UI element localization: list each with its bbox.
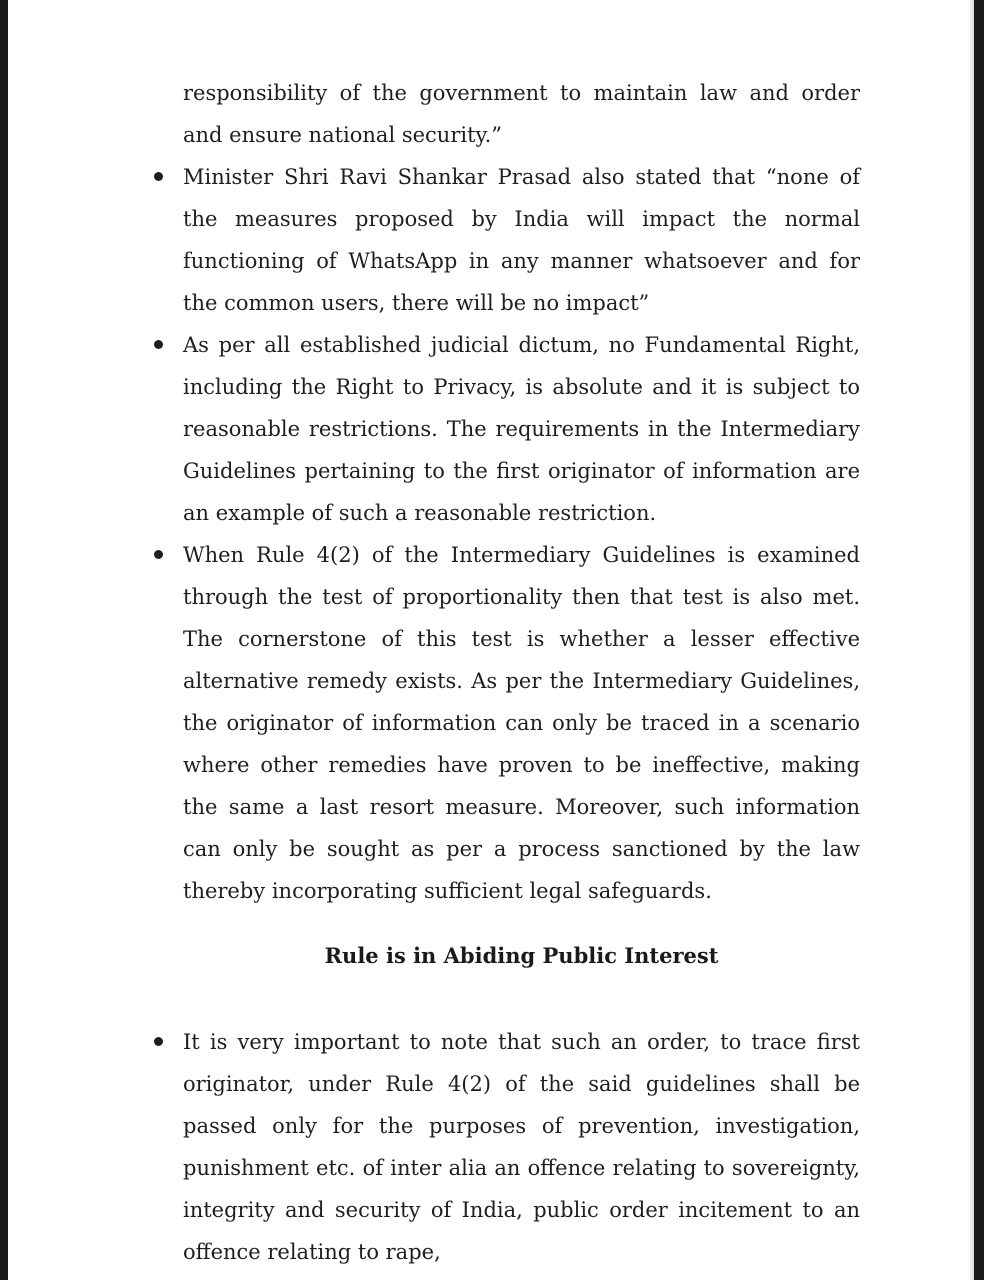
list-item-text: As per all established judicial dictum, no Fundamental Right, including the Right to Privacy, is absolute and it is subject to reasonable restrictions. The requirements in the Intermediary Guidelines pertaining to the first originator of information are an example of such a reasonable restriction. (183, 333, 860, 525)
list-item (183, 534, 860, 912)
document-page (183, 72, 860, 1273)
section-heading: Rule is in Abiding Public Interest (324, 943, 719, 968)
scan-edge-left (0, 0, 8, 1280)
bullet-list-first (183, 156, 860, 912)
list-item (183, 1021, 860, 1273)
list-item-text: Minister Shri Ravi Shankar Prasad also stated that “none of the measures proposed by India will impact the normal functioning of WhatsApp in any manner whatsoever and for the common users, there will be no impact” (183, 165, 860, 315)
bullet-icon (154, 1037, 163, 1046)
scan-edge-right (974, 0, 984, 1280)
list-item (183, 324, 860, 534)
bullet-icon (154, 172, 163, 181)
list-item-text: When Rule 4(2) of the Intermediary Guidelines is examined through the test of proportionality then that test is also met. The cornerstone of this test is whether a lesser effective alternative remedy exists. As per the Intermediary Guidelines, the originator of information can only be traced in a scenario where other remedies have proven to be ineffective, making the same a last resort measure. Moreover, such information can only be sought as per a process sanctioned by the law thereby incorporating sufficient legal safeguards. (183, 543, 860, 903)
list-item-text: It is very important to note that such an order, to trace first originator, under Rule 4(2) of the said guidelines shall be passed only for the purposes of prevention, investigation, punishment etc. of inter alia an offence relating to sovereignty, integrity and security of India, public order incitement to an offence relating to rape, (183, 1030, 860, 1264)
bullet-icon (154, 550, 163, 559)
list-item (183, 156, 860, 324)
intro-paragraph: responsibility of the government to maintain law and order and ensure national security.” (183, 81, 860, 147)
bullet-icon (154, 340, 163, 349)
bullet-list-second (183, 1021, 860, 1273)
